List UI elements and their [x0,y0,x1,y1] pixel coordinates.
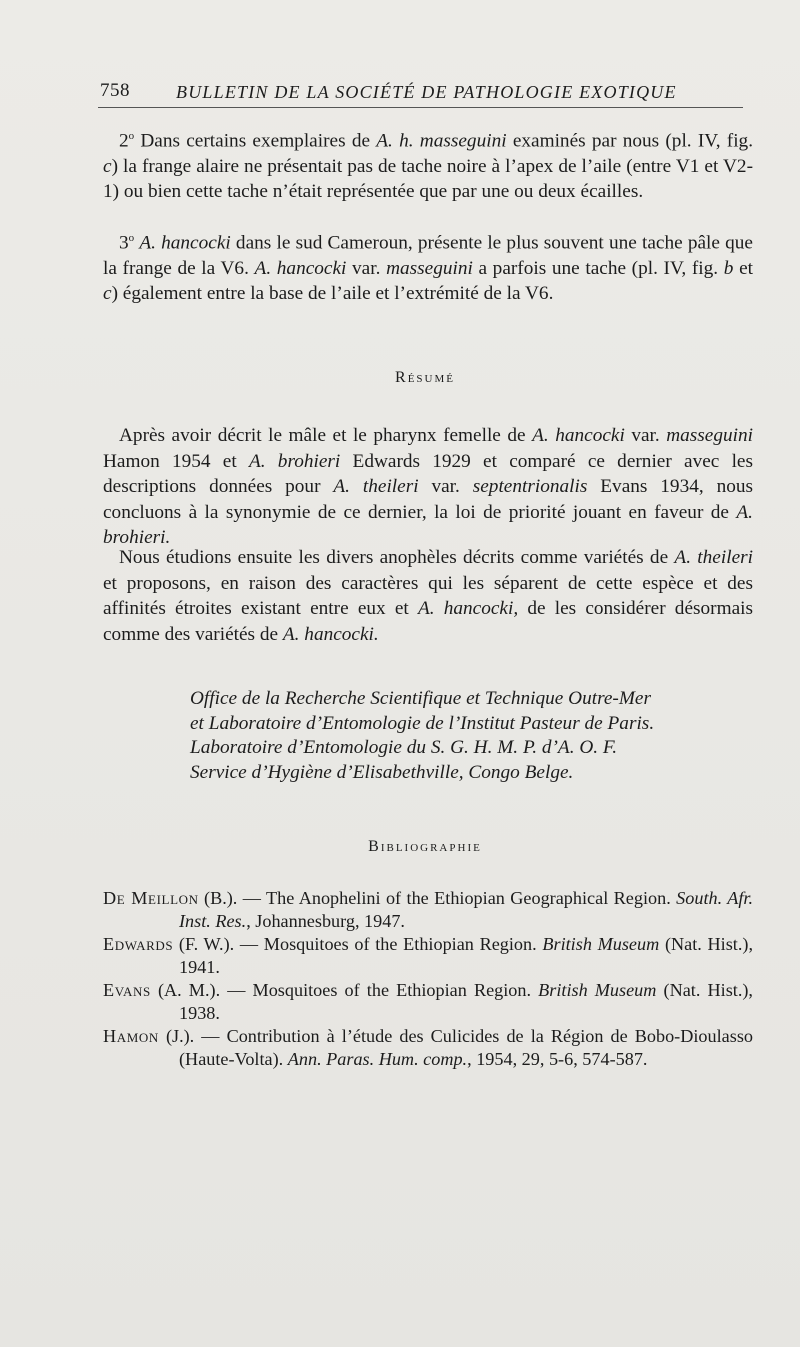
resume-paragraph-2: Nous étudions ensuite les divers anophèles décrits comme variétés de A. theileri et proposons, en raison des caractères qui les séparent de cette espèce et des affinités étroites existant entre eux et A. hancocki, de les considérer désormais comme des variétés de A. hancocki. [103,547,753,645]
paragraph-point-2: 2$^o$ Dans certains exemplaires de A. h. masseguini examinés par nous (pl. IV, fig. c) la frange alaire ne présentait pas de tache noire à l’apex de l’aile (entre V1 et V2-1) ou bien cette tache n’était représentée que par une ou deux écailles. [103,130,754,203]
paragraph-point-3: 3$^o$ A. hancocki dans le sud Cameroun, présente le plus souvent une tache pâle que la frange de la V6. A. hancocki var. masseguini a parfois une tache (pl. IV, fig. b et c) également entre la base de l’aile et l’extrémité de la V6. [103,232,753,305]
bibliography-entry: De Meillon (B.). — The Anophelini of the Ethiopian Geographical Region. South. Afr. Inst. Res., Johannesburg, 1947. [103,888,754,931]
affiliation-line: Office de la Recherche Scientifique et Technique Outre-Mer [190,688,651,709]
affiliation-line: et Laboratoire d’Entomologie de l’Institut Pasteur de Paris. [190,712,655,734]
page-number: 758 [100,80,130,101]
bibliography-entry: Hamon (J.). — Contribution à l’étude des Culicides de la Région de Bobo-Dioulasso (Haute-Volta). Ann. Paras. Hum. comp., 1954, 29, 5-6, 574-587. [103,1026,753,1069]
bibliography-entry: Edwards (F. W.). — Mosquitoes of the Ethiopian Region. British Museum (Nat. Hist.), 1941. [103,934,753,977]
bibliography-heading: Bibliographie [368,838,482,855]
resume-heading: Résumé [395,369,455,386]
affiliations [190,687,770,785]
affiliation-line: Service d’Hygiène d’Elisabethville, Congo Belge. [190,761,574,783]
resume-paragraph-1: Après avoir décrit le mâle et le pharynx femelle de A. hancocki var. masseguini Hamon 1954 et A. brohieri Edwards 1929 et comparé ce dernier avec les descriptions données pour A. theileri var. septentrionalis Evans 1934, nous concluons à la synonymie de ce dernier, la loi de priorité jouant en faveur de A. brohieri. [103,425,753,548]
bibliography-list [103,887,753,1071]
header-rule [98,107,743,108]
bibliography-entry: Evans (A. M.). — Mosquitoes of the Ethiopian Region. British Museum (Nat. Hist.), 1938. [103,980,753,1023]
affiliation-line: Laboratoire d’Entomologie du S. G. H. M. P. d’A. O. F. [190,737,618,758]
running-title: BULLETIN DE LA SOCIÉTÉ DE PATHOLOGIE EXOTIQUE [176,82,677,102]
